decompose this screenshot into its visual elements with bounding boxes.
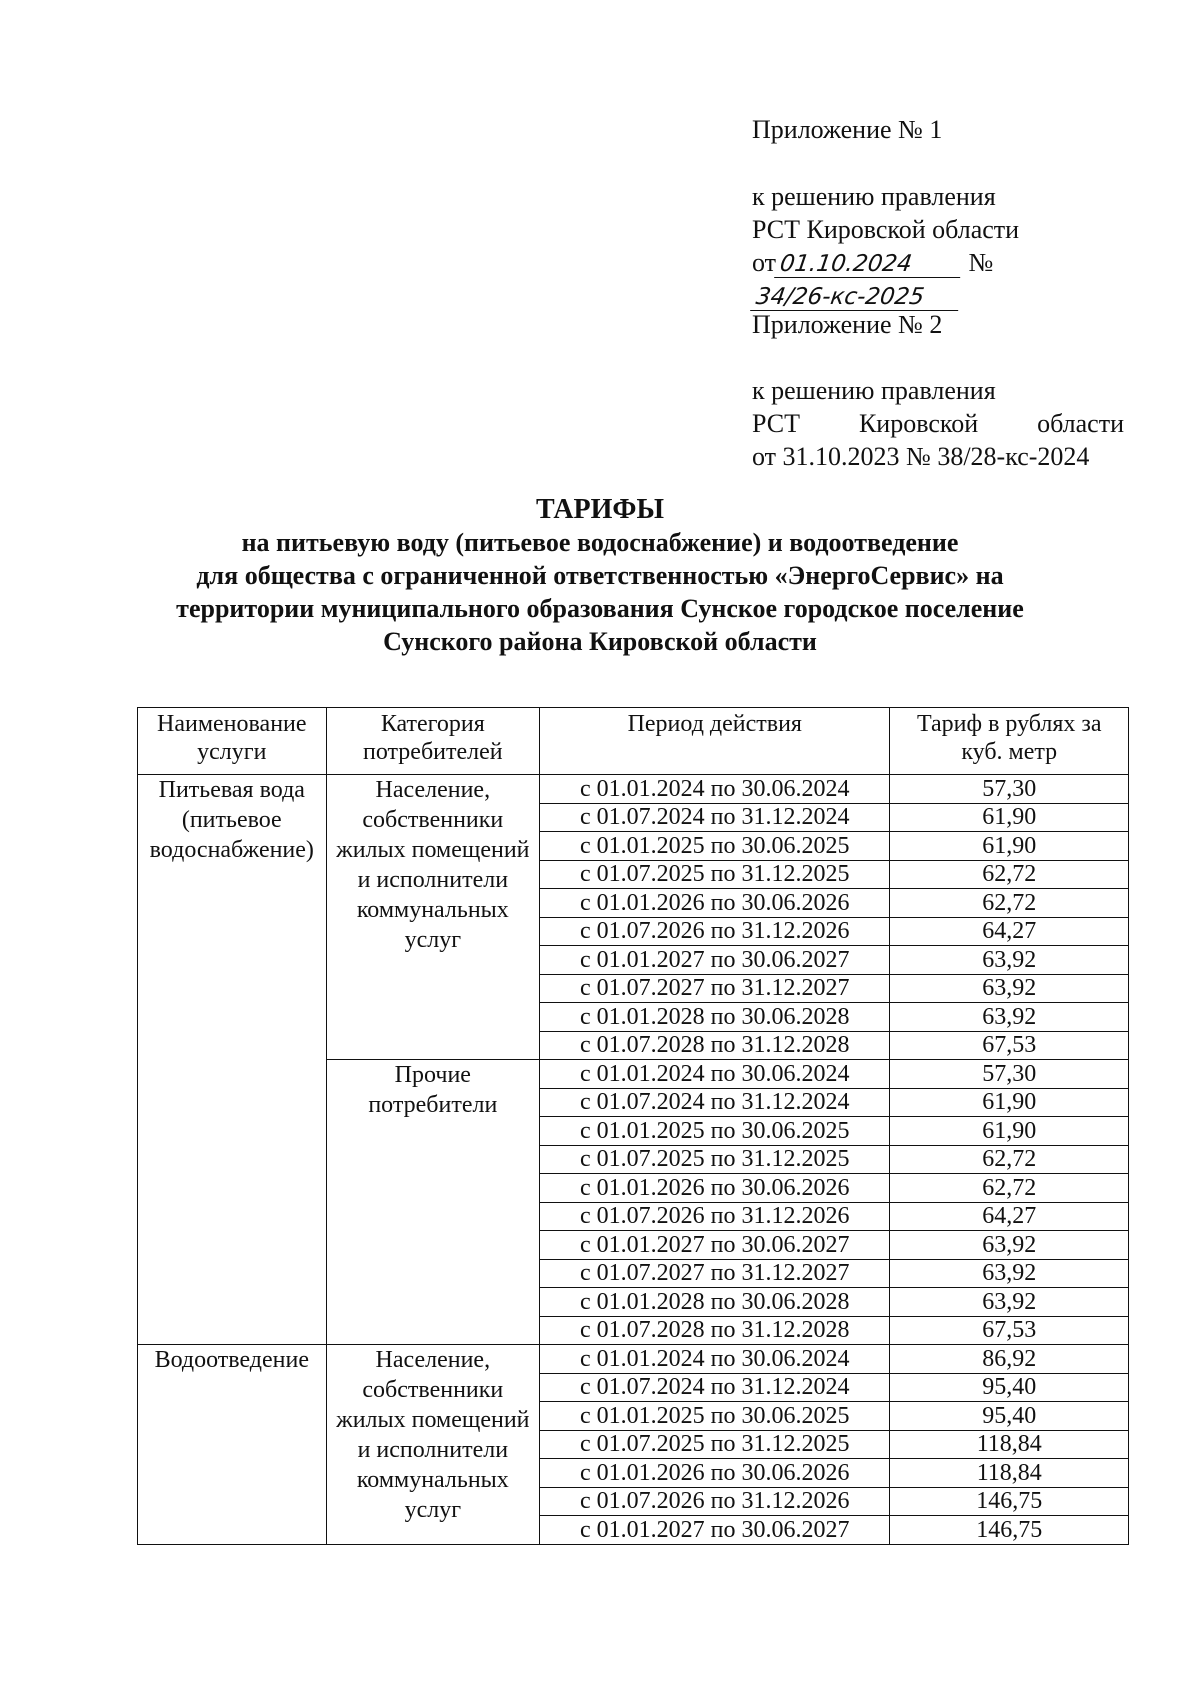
table-row bbox=[138, 775, 1129, 804]
appendix-2-label: Приложение № 2 bbox=[752, 310, 943, 339]
period-cell: с 01.01.2027 по 30.06.2027 bbox=[540, 1516, 890, 1545]
word: Кировской bbox=[858, 409, 979, 438]
title-line-3: территории муниципального образования Сунское городское поселение bbox=[176, 594, 1024, 623]
handwritten-number: 34/26-кс-2025 bbox=[750, 284, 962, 311]
period-cell: с 01.07.2027 по 31.12.2027 bbox=[540, 1259, 890, 1288]
tariff-cell: 61,90 bbox=[890, 803, 1129, 832]
category-cell: Население, собственники жилых помещений и исполнители коммунальных услуг bbox=[326, 1345, 540, 1545]
tariff-cell: 146,75 bbox=[890, 1516, 1129, 1545]
header-period: Период действия bbox=[540, 708, 890, 775]
decision-2-line-2 bbox=[752, 407, 1124, 440]
table-row bbox=[138, 1345, 1129, 1374]
service-cell: Питьевая вода (питьевое водоснабжение) bbox=[138, 775, 327, 1345]
decision-line-2: РСТ Кировской области bbox=[752, 215, 1020, 244]
date-prefix: от bbox=[752, 248, 777, 277]
period-cell: с 01.01.2026 по 30.06.2026 bbox=[540, 1459, 890, 1488]
period-cell: с 01.07.2024 по 31.12.2024 bbox=[540, 803, 890, 832]
appendix-1-decision bbox=[752, 180, 1132, 312]
tariff-cell: 95,40 bbox=[890, 1402, 1129, 1431]
period-cell: с 01.07.2026 по 31.12.2026 bbox=[540, 1202, 890, 1231]
period-cell: с 01.01.2028 по 30.06.2028 bbox=[540, 1003, 890, 1032]
tariff-cell: 61,90 bbox=[890, 832, 1129, 861]
period-cell: с 01.01.2025 по 30.06.2025 bbox=[540, 832, 890, 861]
tariff-cell: 62,72 bbox=[890, 1145, 1129, 1174]
period-cell: с 01.01.2028 по 30.06.2028 bbox=[540, 1288, 890, 1317]
period-cell: с 01.07.2025 по 31.12.2025 bbox=[540, 1430, 890, 1459]
decision-date-line bbox=[752, 246, 1132, 312]
period-cell: с 01.01.2026 по 30.06.2026 bbox=[540, 1174, 890, 1203]
tariff-cell: 61,90 bbox=[890, 1088, 1129, 1117]
period-cell: с 01.07.2028 по 31.12.2028 bbox=[540, 1031, 890, 1060]
header-tariff: Тариф в рублях за куб. метр bbox=[890, 708, 1129, 775]
tariff-cell: 95,40 bbox=[890, 1373, 1129, 1402]
period-cell: с 01.01.2024 по 30.06.2024 bbox=[540, 1345, 890, 1374]
decision-line-1: к решению правления bbox=[752, 182, 996, 211]
tariff-cell: 118,84 bbox=[890, 1430, 1129, 1459]
word: РСТ bbox=[752, 409, 801, 438]
header-category: Категория потребителей bbox=[326, 708, 540, 775]
period-cell: с 01.07.2027 по 31.12.2027 bbox=[540, 974, 890, 1003]
tariff-cell: 67,53 bbox=[890, 1031, 1129, 1060]
tariff-table bbox=[137, 707, 1129, 1545]
tariff-cell: 57,30 bbox=[890, 1060, 1129, 1089]
tariff-cell: 63,92 bbox=[890, 1259, 1129, 1288]
tariff-cell: 63,92 bbox=[890, 1231, 1129, 1260]
period-cell: с 01.01.2024 по 30.06.2024 bbox=[540, 1060, 890, 1089]
tariff-cell: 63,92 bbox=[890, 1288, 1129, 1317]
tariff-cell: 61,90 bbox=[890, 1117, 1129, 1146]
period-cell: с 01.01.2024 по 30.06.2024 bbox=[540, 775, 890, 804]
period-cell: с 01.07.2026 по 31.12.2026 bbox=[540, 917, 890, 946]
decision-2-line-1: к решению правления bbox=[752, 376, 996, 405]
appendix-2-title bbox=[752, 308, 1132, 341]
period-cell: с 01.07.2024 по 31.12.2024 bbox=[540, 1088, 890, 1117]
period-cell: с 01.01.2025 по 30.06.2025 bbox=[540, 1402, 890, 1431]
period-cell: с 01.01.2027 по 30.06.2027 bbox=[540, 1231, 890, 1260]
table-header-row bbox=[138, 708, 1129, 775]
word: области bbox=[1037, 409, 1124, 438]
tariff-cell: 146,75 bbox=[890, 1487, 1129, 1516]
tariff-cell: 64,27 bbox=[890, 1202, 1129, 1231]
appendix-2-decision bbox=[752, 374, 1132, 473]
appendix-1-title bbox=[752, 113, 1132, 146]
tariff-cell: 118,84 bbox=[890, 1459, 1129, 1488]
category-cell: Население, собственники жилых помещений и исполнители коммунальных услуг bbox=[326, 775, 540, 1060]
period-cell: с 01.07.2028 по 31.12.2028 bbox=[540, 1316, 890, 1345]
tariff-cell: 62,72 bbox=[890, 860, 1129, 889]
tariff-cell: 64,27 bbox=[890, 917, 1129, 946]
title-line-4: Сунского района Кировской области bbox=[383, 627, 817, 656]
tariff-cell: 63,92 bbox=[890, 974, 1129, 1003]
header-service: Наименование услуги bbox=[138, 708, 327, 775]
period-cell: с 01.07.2026 по 31.12.2026 bbox=[540, 1487, 890, 1516]
title-main: ТАРИФЫ bbox=[536, 494, 664, 525]
period-cell: с 01.07.2025 по 31.12.2025 bbox=[540, 860, 890, 889]
tariff-cell: 62,72 bbox=[890, 1174, 1129, 1203]
appendix-1-label: Приложение № 1 bbox=[752, 115, 943, 144]
tariff-cell: 67,53 bbox=[890, 1316, 1129, 1345]
category-cell: Прочие потребители bbox=[326, 1060, 540, 1345]
service-cell: Водоотведение bbox=[138, 1345, 327, 1545]
number-sign: № bbox=[968, 248, 994, 277]
period-cell: с 01.07.2024 по 31.12.2024 bbox=[540, 1373, 890, 1402]
tariff-cell: 63,92 bbox=[890, 946, 1129, 975]
period-cell: с 01.07.2025 по 31.12.2025 bbox=[540, 1145, 890, 1174]
tariff-cell: 62,72 bbox=[890, 889, 1129, 918]
period-cell: с 01.01.2025 по 30.06.2025 bbox=[540, 1117, 890, 1146]
title-line-1: на питьевую воду (питьевое водоснабжение) и водоотведение bbox=[241, 528, 959, 557]
period-cell: с 01.01.2026 по 30.06.2026 bbox=[540, 889, 890, 918]
document-title bbox=[100, 493, 1100, 658]
tariff-cell: 86,92 bbox=[890, 1345, 1129, 1374]
title-line-2: для общества с ограниченной ответственностью «ЭнергоСервис» на bbox=[196, 561, 1004, 590]
handwritten-date: 01.10.2024 bbox=[774, 251, 964, 278]
tariff-cell: 63,92 bbox=[890, 1003, 1129, 1032]
tariff-cell: 57,30 bbox=[890, 775, 1129, 804]
period-cell: с 01.01.2027 по 30.06.2027 bbox=[540, 946, 890, 975]
decision-2-line-3: от 31.10.2023 № 38/28-кс-2024 bbox=[752, 442, 1090, 471]
